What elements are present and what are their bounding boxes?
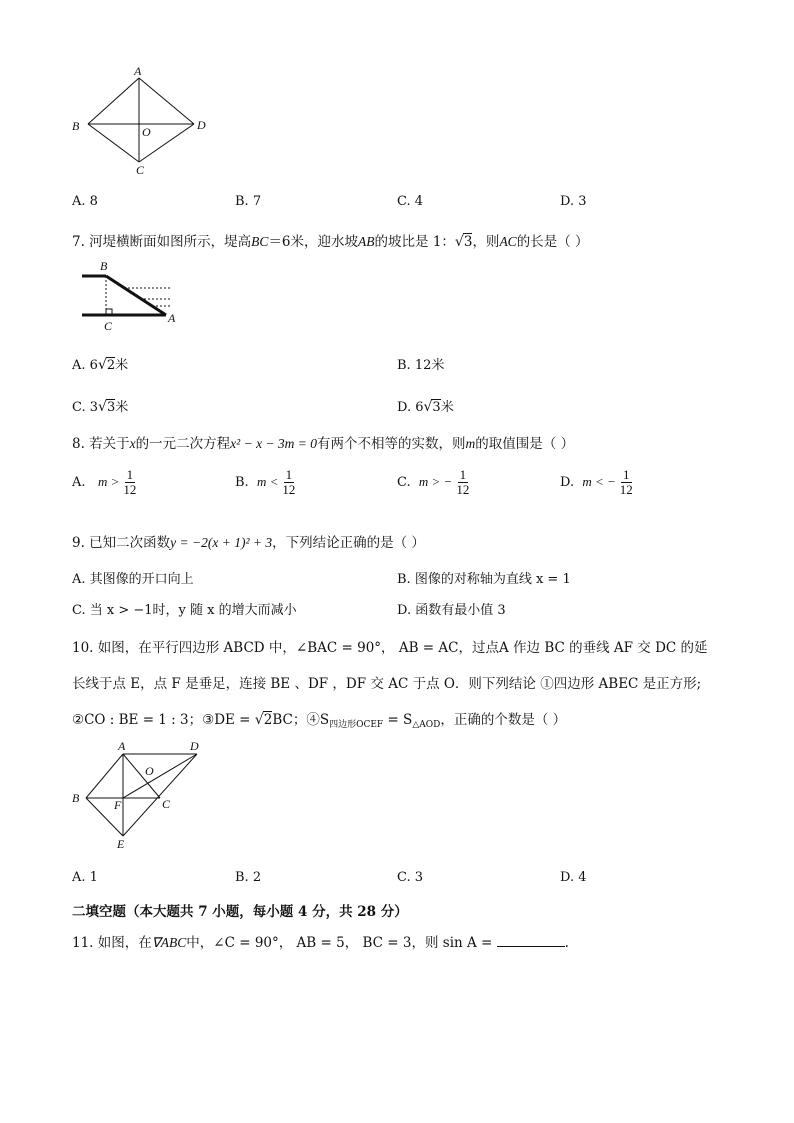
q7-label-a: A (168, 311, 176, 325)
q7-stem-mid2: 的坡比是 1： (374, 234, 455, 250)
q7-stem: 7. 河堤横断面如图所示，堤高BC＝6米，迎水坡AB的坡比是 1：√3，则AC的长是（ ） (72, 234, 589, 250)
q10-edge-dc-extended (123, 754, 197, 836)
q7-slope-ab (106, 276, 166, 315)
q7-root3: 3 (463, 234, 473, 250)
q7-ab: AB (358, 234, 375, 249)
q7-stem-mid3: ，则 (472, 234, 500, 250)
q6-option-b: B. 7 (235, 194, 262, 209)
q8-option-a: A. m > $\frac{1}{12}$ (72, 467, 137, 497)
q10-label-c: C (162, 797, 171, 811)
q9-option-a: A. 其图像的开口向上 (72, 572, 194, 587)
q6-edge-cb (88, 124, 139, 162)
q7-option-c: C. 3√3米 (72, 399, 129, 415)
q8-option-d: D. m < − $\frac{1}{12}$ (560, 467, 633, 497)
q10-label-d: D (190, 740, 199, 753)
q9-option-d: D. 函数有最小值 3 (397, 603, 506, 618)
q7-label-c: C (104, 319, 113, 333)
q10-option-a: A. 1 (72, 870, 98, 885)
q6-label-d: D (197, 118, 206, 132)
q8-stem: 8. 若关于x的一元二次方程x² − x − 3m = 0有两个不相等的实数，则m的取值围是（ ） (72, 436, 575, 452)
q10-option-d: D. 4 (560, 870, 587, 885)
q9-option-c: C. 当 x > −1时，y 随 x 的增大而减小 (72, 603, 297, 618)
q7-label-b: B (100, 259, 108, 273)
q7-ac: AC (499, 234, 517, 249)
q7-bc: BC (251, 234, 269, 249)
q6-label-c: C (136, 163, 145, 177)
q6-label-o: O (142, 125, 151, 139)
q10-line-3: ②CO : BE = 1 : 3；③DE = √2BC；$④S_{四边形OCEF} = S_{\triangle AOD}$，正确的个数是（ ） (72, 712, 567, 730)
q10-label-b: B (72, 791, 80, 805)
q7-stem-mid1: ＝6米，迎水坡 (268, 234, 359, 250)
q6-option-c: C. 4 (397, 194, 424, 209)
q10-label-f: F (114, 798, 122, 812)
q10-edge-ac (123, 754, 160, 798)
q11-stem: 11. 如图，在∇ABC中，∠C = 90°， AB = 5， BC = 3，则 sin A = . (72, 935, 569, 951)
q10-line-2: 长线于点 E，点 F 是垂足，连接 BE 、DF ，DF 交 AC 于点 O．则下列结论 ①四边形 ABEC 是正方形; (72, 676, 702, 692)
q9-function: y = −2(x + 1)² + 3 (170, 535, 273, 550)
q6-rhombus-figure (64, 62, 224, 182)
q6-option-d: D. 3 (560, 194, 587, 209)
q8-option-b: B. m < $\frac{1}{12}$ (235, 467, 296, 497)
q10-parallelogram-figure (64, 740, 214, 855)
q10-option-c: C. 3 (397, 870, 424, 885)
q7-stem-pre: 7. 河堤横断面如图所示，堤高 (72, 234, 252, 250)
q7-option-b: B. 12米 (397, 358, 445, 373)
q10-label-e: E (117, 837, 125, 851)
q10-label-a: A (118, 740, 126, 753)
q7-stem-end: 的长是（ ） (516, 234, 589, 250)
q10-label-o: O (145, 764, 154, 778)
q10-edge-ab (86, 754, 123, 798)
q7-option-a: A. 6√2米 (72, 357, 129, 373)
q6-label-b: B (72, 119, 80, 133)
q7-embankment-figure (78, 258, 188, 336)
q10-line-1: 10. 如图，在平行四边形 ABCD 中，∠BAC = 90°， AB = AC，过点A 作边 BC 的垂线 AF 交 DC 的延 (72, 640, 708, 656)
q8-option-c: C. m > − $\frac{1}{12}$ (397, 467, 470, 497)
q6-label-a: A (134, 64, 142, 78)
q9-stem: 9. 已知二次函数y = −2(x + 1)² + 3，下列结论正确的是（ ） (72, 535, 425, 551)
q6-edge-ab (88, 78, 139, 124)
q6-edge-ad (139, 78, 194, 124)
q7-option-d: D. 6√3米 (397, 399, 454, 415)
section-2-title: 二填空题（本大题共 7 小题，每小题 4 分，共 28 分） (72, 904, 408, 920)
q10-option-b: B. 2 (235, 870, 262, 885)
q9-option-b: B. 图像的对称轴为直线 x = 1 (397, 572, 571, 587)
q6-option-a: A. 8 (72, 194, 98, 209)
q10-edge-df (123, 754, 197, 798)
q11-answer-blank[interactable] (497, 934, 565, 947)
q8-equation: x² − x − 3m = 0 (230, 436, 318, 451)
